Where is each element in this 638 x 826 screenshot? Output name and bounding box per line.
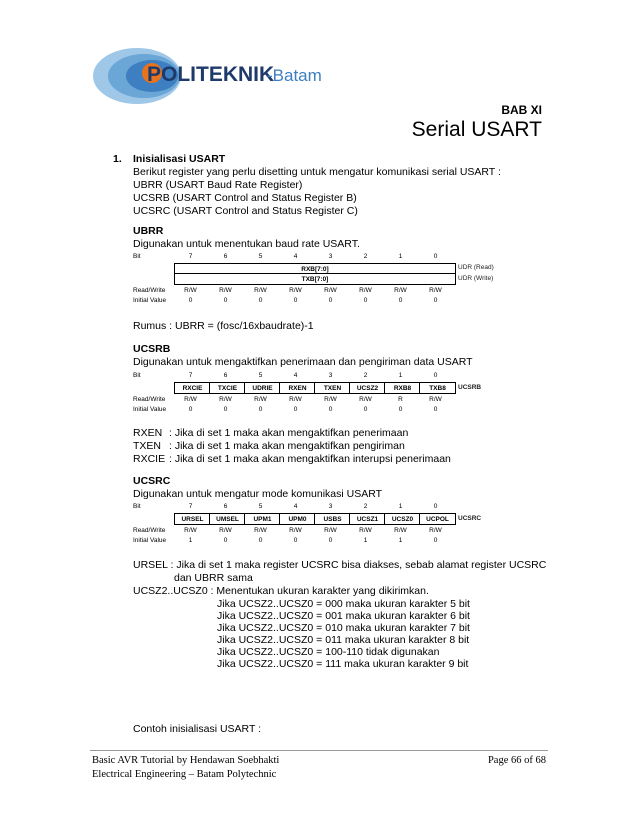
ucsz-list-item: Jika UCSZ2..UCSZ0 = 010 maka ukuran karakter 7 bit [217, 622, 470, 634]
intro-text: Berikut register yang perlu disetting untuk mengatur komunikasi serial USART : [133, 166, 501, 178]
page-title: Serial USART [411, 118, 542, 141]
bit-number: 3 [328, 253, 333, 260]
init-value: 0 [293, 406, 298, 413]
ubrr-name-read: UDR (Read) [458, 264, 494, 271]
rw-value: R/W [219, 396, 232, 403]
bit-number: 0 [433, 503, 438, 510]
rw-value: R/W [184, 527, 197, 534]
rw-value: R/W [394, 287, 407, 294]
bit-number: 5 [258, 503, 263, 510]
init-value: 0 [363, 297, 368, 304]
rw-value: R/W [289, 396, 302, 403]
rw-value: R/W [184, 287, 197, 294]
register-list-item: UCSRB (USART Control and Status Register B) [133, 192, 357, 204]
rw-value: R [398, 396, 403, 403]
init-value: 0 [293, 537, 298, 544]
init-label: Initial Value [133, 537, 167, 544]
register-list-item: UBRR (USART Baud Rate Register) [133, 179, 303, 191]
rw-label: Read/Write [133, 396, 166, 403]
register-list-item: UCSRC (USART Control and Status Register C) [133, 205, 358, 217]
init-value: 1 [363, 537, 368, 544]
register-field: UCSZ2 [349, 382, 386, 394]
bit-number: 2 [363, 372, 368, 379]
register-field: RXEN [279, 382, 316, 394]
ucsrb-note-value: : Jika di set 1 maka akan mengaktifkan penerimaan [169, 427, 409, 439]
ubrr-reg-high: RXB[7:0] [174, 263, 456, 275]
footer-page-number: Page 66 of 68 [487, 755, 546, 766]
rw-value: R/W [324, 396, 337, 403]
rw-value: R/W [254, 287, 267, 294]
rw-value: R/W [254, 396, 267, 403]
ubrr-reg-low: TXB[7:0] [174, 273, 456, 285]
register-field: UPM1 [244, 513, 281, 525]
rw-value: R/W [289, 527, 302, 534]
init-value: 0 [293, 297, 298, 304]
register-field: TXEN [314, 382, 351, 394]
logo-graphic [92, 40, 332, 110]
bit-number: 0 [433, 253, 438, 260]
bit-number: 6 [223, 372, 228, 379]
init-value: 0 [398, 297, 403, 304]
register-field: TXCIE [209, 382, 246, 394]
register-field: USBS [314, 513, 351, 525]
rw-value: R/W [359, 287, 372, 294]
rw-value: R/W [289, 287, 302, 294]
ubrr-desc: Digunakan untuk menentukan baud rate USART. [133, 238, 360, 250]
ucsrb-note-key: RXCIE [133, 453, 166, 465]
bit-number: 1 [398, 372, 403, 379]
register-field: TXB8 [419, 382, 456, 394]
ucsz-list-item: Jika UCSZ2..UCSZ0 = 001 maka ukuran karakter 6 bit [217, 610, 470, 622]
bit-number: 3 [328, 372, 333, 379]
ucsrc-desc: Digunakan untuk mengatur mode komunikasi USART [133, 488, 383, 500]
init-value: 0 [258, 406, 263, 413]
register-field: UCSZ0 [384, 513, 421, 525]
bit-number: 4 [293, 372, 298, 379]
bit-number: 5 [258, 253, 263, 260]
rw-label: Read/Write [133, 527, 166, 534]
register-field: RXCIE [174, 382, 211, 394]
init-label: Initial Value [133, 297, 167, 304]
register-field: UCSZ1 [349, 513, 386, 525]
rw-value: R/W [429, 527, 442, 534]
section-number: 1. [113, 153, 122, 165]
section-title: Inisialisasi USART [133, 153, 226, 165]
rw-value: R/W [429, 287, 442, 294]
init-value: 0 [398, 406, 403, 413]
polibatam-logo [92, 40, 332, 110]
bit-number: 6 [223, 503, 228, 510]
ucsrb-note-key: TXEN [133, 440, 162, 452]
ucsrb-note-value: : Jika di set 1 maka akan mengaktifkan pengiriman [169, 440, 405, 452]
ucsz-list-item: Jika UCSZ2..UCSZ0 = 100-110 tidak digunakan [217, 646, 440, 658]
ucsz-list-item: Jika UCSZ2..UCSZ0 = 011 maka ukuran karakter 8 bit [217, 634, 470, 646]
bit-number: 7 [188, 253, 193, 260]
bit-number: 4 [293, 503, 298, 510]
ubrr-formula: Rumus : UBRR = (fosc/16xbaudrate)-1 [133, 320, 314, 332]
footer-divider [90, 750, 548, 751]
init-value: 0 [223, 406, 228, 413]
init-value: 0 [433, 537, 438, 544]
init-value: 0 [328, 406, 333, 413]
ucsrb-name: UCSRB [458, 384, 482, 391]
ucsz-list-item: Jika UCSZ2..UCSZ0 = 000 maka ukuran karakter 5 bit [217, 598, 470, 610]
bit-number: 5 [258, 372, 263, 379]
register-field: UCPOL [419, 513, 456, 525]
bit-label: Bit [133, 503, 141, 510]
init-value: 0 [258, 297, 263, 304]
ucsrb-note-key: RXEN [133, 427, 163, 439]
bit-number: 4 [293, 253, 298, 260]
init-value: 0 [223, 537, 228, 544]
init-value: 0 [328, 537, 333, 544]
ursel-note-cont: dan UBRR sama [174, 572, 253, 584]
register-field: UMSEL [209, 513, 246, 525]
rw-value: R/W [324, 287, 337, 294]
bit-number: 2 [363, 253, 368, 260]
rw-value: R/W [359, 396, 372, 403]
footer-institution: Electrical Engineering – Batam Polytechnic [92, 769, 277, 780]
bit-number: 0 [433, 372, 438, 379]
logo-text-main: POLITEKNIK [147, 63, 275, 86]
rw-value: R/W [219, 527, 232, 534]
rw-value: R/W [219, 287, 232, 294]
ucsrc-name: UCSRC [458, 515, 482, 522]
ucsrb-desc: Digunakan untuk mengaktifkan penerimaan dan pengiriman data USART [133, 356, 473, 368]
register-field: URSEL [174, 513, 211, 525]
example-caption: Contoh inisialisasi USART : [133, 723, 261, 735]
init-value: 0 [188, 406, 193, 413]
init-label: Initial Value [133, 406, 167, 413]
init-value: 1 [398, 537, 403, 544]
init-value: 0 [258, 537, 263, 544]
bit-number: 6 [223, 253, 228, 260]
register-field: RXB8 [384, 382, 421, 394]
ucsrb-note-value: : Jika di set 1 maka akan mengaktifkan interupsi penerimaan [169, 453, 451, 465]
init-value: 0 [328, 297, 333, 304]
init-value: 0 [363, 406, 368, 413]
ursel-note: URSEL : Jika di set 1 maka register UCSRC bisa diakses, sebab alamat register UCSRC [133, 559, 547, 571]
bit-number: 3 [328, 503, 333, 510]
rw-value: R/W [359, 527, 372, 534]
bit-label: Bit [133, 372, 141, 379]
ucsrc-heading: UCSRC [133, 475, 171, 487]
register-field: UPM0 [279, 513, 316, 525]
ucsz-list-item: Jika UCSZ2..UCSZ0 = 111 maka ukuran karakter 9 bit [217, 658, 469, 670]
ubrr-name-write: UDR (Write) [458, 275, 494, 282]
rw-value: R/W [254, 527, 267, 534]
logo-text-sub: -Batam [267, 66, 322, 85]
bit-number: 7 [188, 503, 193, 510]
bit-label: Bit [133, 253, 141, 260]
rw-value: R/W [324, 527, 337, 534]
init-value: 1 [188, 537, 193, 544]
init-value: 0 [188, 297, 193, 304]
init-value: 0 [433, 406, 438, 413]
rw-value: R/W [429, 396, 442, 403]
rw-value: R/W [184, 396, 197, 403]
register-field: UDRIE [244, 382, 281, 394]
rw-label: Read/Write [133, 287, 166, 294]
init-value: 0 [223, 297, 228, 304]
rw-value: R/W [394, 527, 407, 534]
ucsrb-heading: UCSRB [133, 343, 171, 355]
footer-author: Basic AVR Tutorial by Hendawan Soebhakti [92, 755, 280, 766]
ucsz-title: UCSZ2..UCSZ0 : Menentukan ukuran karakter yang dikirimkan. [133, 585, 429, 597]
init-value: 0 [433, 297, 438, 304]
bit-number: 2 [363, 503, 368, 510]
ubrr-heading: UBRR [133, 225, 164, 237]
chapter-label: BAB XI [501, 103, 542, 117]
bit-number: 1 [398, 253, 403, 260]
bit-number: 1 [398, 503, 403, 510]
bit-number: 7 [188, 372, 193, 379]
